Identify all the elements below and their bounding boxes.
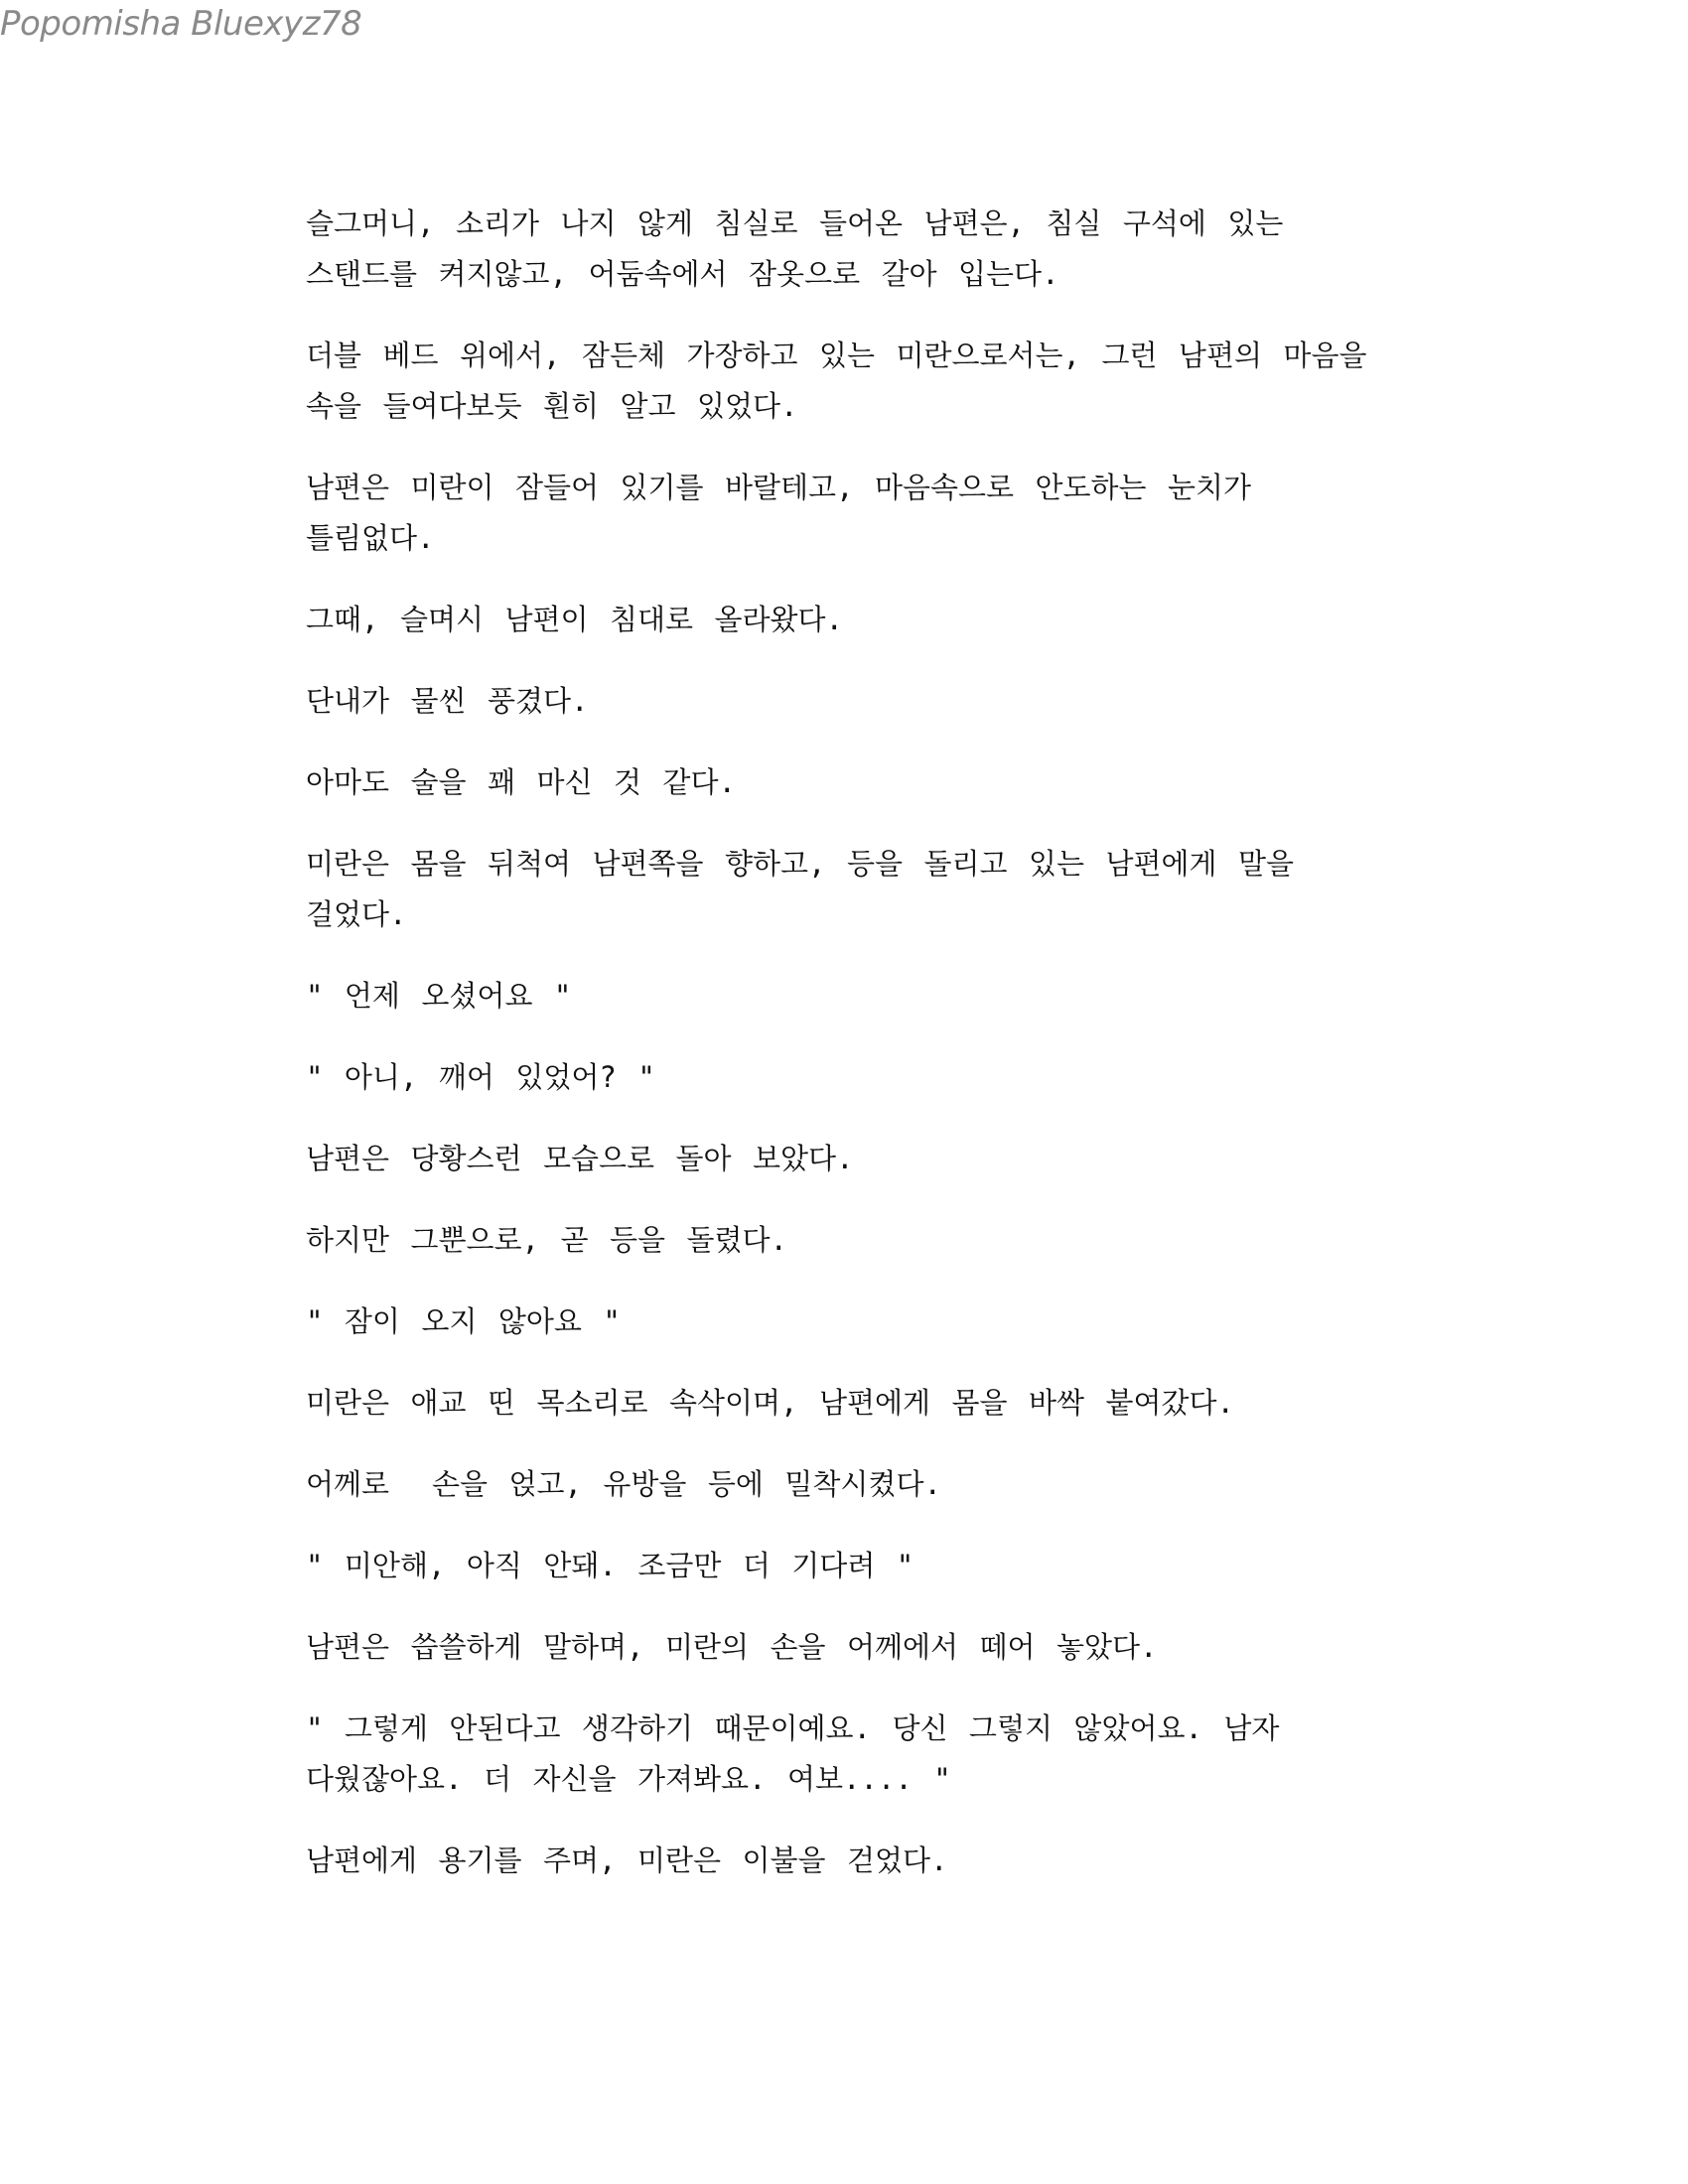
paragraph-2: 더블 베드 위에서, 잠든체 가장하고 있는 미란으로서는, 그런 남편의 마음을 속을 들여다보듯 훤히 알고 있었다. bbox=[306, 339, 1367, 423]
paragraph-5: 단내가 물씬 풍겼다. bbox=[306, 684, 589, 718]
paragraph-9: 하지만 그뿐으로, 곧 등을 돌렸다. bbox=[306, 1223, 787, 1257]
paragraph-6: 아마도 술을 꽤 마신 것 같다. bbox=[306, 765, 736, 799]
paragraph-7: 미란은 몸을 뒤척여 남편쪽을 향하고, 등을 돌리고 있는 남편에게 말을 걸었다. bbox=[306, 847, 1294, 931]
dialogue-1: " 언제 오셨어요 " bbox=[306, 979, 572, 1013]
paragraph-11: 어께로 손을 얹고, 유방을 등에 밀착시켰다. bbox=[306, 1467, 941, 1501]
paragraph-13: 남편에게 용기를 주며, 미란은 이불을 걷었다. bbox=[306, 1843, 948, 1877]
dialogue-3: " 잠이 오지 않아요 " bbox=[306, 1304, 621, 1338]
dialogue-4: " 미안해, 아직 안돼. 조금만 더 기다려 " bbox=[306, 1549, 914, 1582]
watermark-text: Popomisha Bluexyz78 bbox=[0, 4, 362, 44]
dialogue-2: " 아니, 깨어 있었어? " bbox=[306, 1060, 655, 1094]
story-body bbox=[306, 199, 1477, 1917]
paragraph-3: 남편은 미란이 잠들어 있기를 바랄테고, 마음속으로 안도하는 눈치가 틀림없다. bbox=[306, 471, 1252, 555]
paragraph-4: 그때, 슬며시 남편이 침대로 올라왔다. bbox=[306, 603, 843, 636]
paragraph-8: 남편은 당황스런 모습으로 돌아 보았다. bbox=[306, 1142, 854, 1175]
paragraph-12: 남편은 씁쓸하게 말하며, 미란의 손을 어께에서 떼어 놓았다. bbox=[306, 1630, 1158, 1664]
dialogue-5: " 그렇게 안된다고 생각하기 때문이예요. 당신 그렇지 않았어요. 남자 다웠잖아요. 더 자신을 가져봐요. 여보.... " bbox=[306, 1711, 1280, 1796]
paragraph-10: 미란은 애교 띤 목소리로 속삭이며, 남편에게 몸을 바싹 붙여갔다. bbox=[306, 1386, 1234, 1420]
paragraph-1: 슬그머니, 소리가 나지 않게 침실로 들어온 남편은, 침실 구석에 있는 스탠드를 켜지않고, 어둠속에서 잠옷으로 갈아 입는다. bbox=[306, 206, 1284, 291]
